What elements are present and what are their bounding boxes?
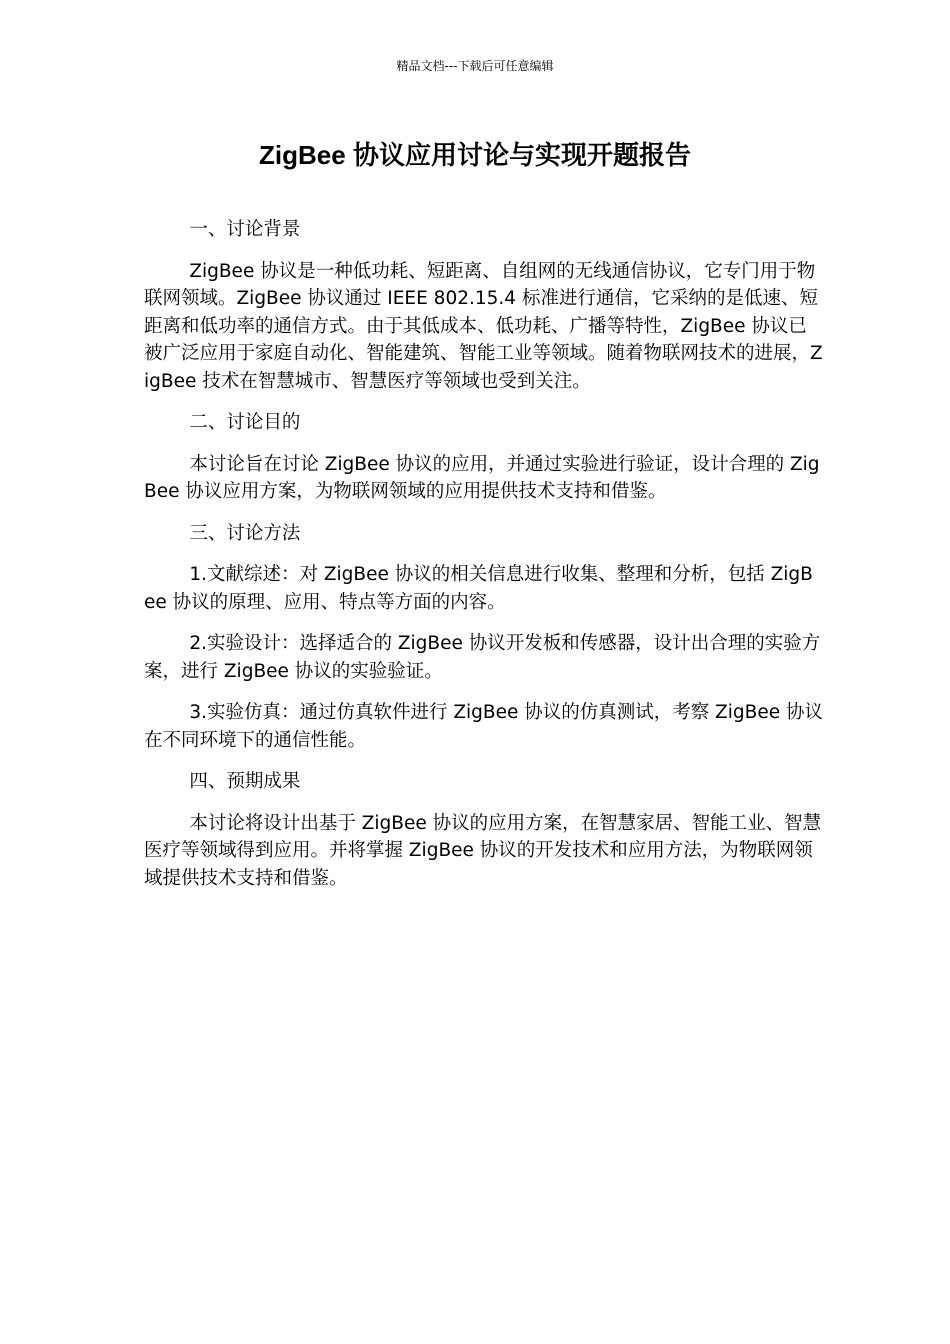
section-heading-background: 一、讨论背景	[189, 219, 301, 240]
section-heading-outcomes: 四、预期成果	[189, 771, 301, 792]
paragraph-purpose: 本讨论旨在讨论 ZigBee 协议的应用，并通过实验进行验证，设计合理的 ZigBee 协议应用方案，为物联网领域的应用提供技术支持和借鉴。	[144, 453, 820, 502]
paragraph-method-simulation: 3.实验仿真：通过仿真软件进行 ZigBee 协议的仿真测试，考察 ZigBee 协议在不同环境下的通信性能。	[144, 702, 824, 751]
paragraph-method-literature: 1.文献综述：对 ZigBee 协议的相关信息进行收集、整理和分析，包括 ZigBee 协议的原理、应用、特点等方面的内容。	[144, 564, 813, 613]
paragraph-background: ZigBee 协议是一种低功耗、短距离、自组网的无线通信协议，它专门用于物联网领域。ZigBee 协议通过 IEEE 802.15.4 标准进行通信，它采纳的是低速、短距离和低功率的通信方式。由于其低成本、低功耗、广播等特性，ZigBee 协议已被广泛应用于家庭自动化、智能建筑、智能工业等领域。随着物联网技术的进展，ZigBee 技术在智慧城市、智慧医疗等领域也受到关注。	[144, 260, 823, 392]
paragraph-method-experiment: 2.实验设计：选择适合的 ZigBee 协议开发板和传感器，设计出合理的实验方案，进行 ZigBee 协议的实验验证。	[144, 633, 821, 682]
document-title: ZigBee 协议应用讨论与实现开题报告	[259, 140, 691, 170]
section-heading-purpose: 二、讨论目的	[189, 412, 301, 433]
paragraph-outcomes: 本讨论将设计出基于 ZigBee 协议的应用方案，在智慧家居、智能工业、智慧医疗等领域得到应用。并将掌握 ZigBee 协议的开发技术和应用方法，为物联网领域提供技术支持和借鉴。	[144, 812, 822, 889]
header-note: 精品文档---下载后可任意编辑	[396, 59, 554, 73]
section-heading-method: 三、讨论方法	[189, 522, 301, 544]
document-body	[144, 216, 824, 906]
